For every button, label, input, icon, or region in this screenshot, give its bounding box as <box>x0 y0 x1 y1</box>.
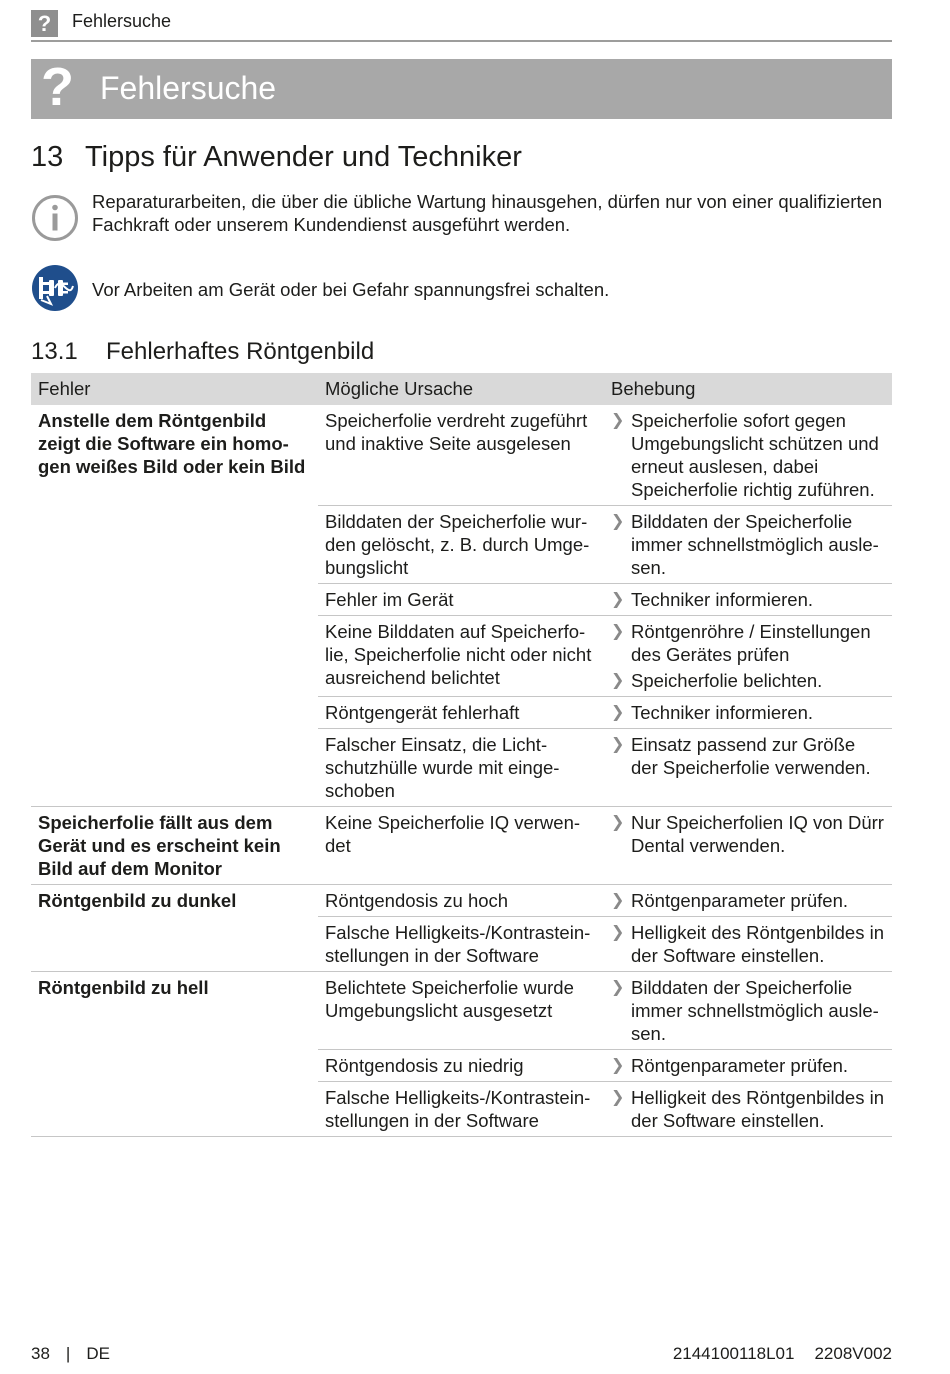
cause-cell: Falscher Einsatz, die Lichtschutzhülle wurde mit eingeschoben <box>325 734 560 801</box>
section-title: Tipps für Anwender und Techniker <box>85 141 522 173</box>
remedy-text: Helligkeit des Röntgenbildes in der Software einstellen. <box>631 922 884 966</box>
remedy-text: Röntgenröhre / Einstellungen des Gerätes prüfen <box>631 621 871 665</box>
chevron-right-icon: ❯ <box>611 591 625 608</box>
chevron-right-icon: ❯ <box>611 892 625 909</box>
document-number: 2144100118L01 <box>672 1344 795 1363</box>
chevron-right-icon: ❯ <box>611 412 625 429</box>
chevron-right-icon: ❯ <box>611 924 625 941</box>
section-heading <box>31 141 522 174</box>
remedy-cell <box>604 917 892 972</box>
remedy-cell <box>604 616 892 697</box>
remedy-text: Bilddaten der Speicherfolie immer schnellstmöglich auslesen. <box>631 511 879 578</box>
fault-cell: Röntgenbild zu dunkel <box>31 885 318 972</box>
chevron-right-icon: ❯ <box>611 1057 625 1074</box>
remedy-text: Helligkeit des Röntgenbildes in der Software einstellen. <box>631 1087 884 1131</box>
remedy-item <box>611 976 884 1045</box>
info-note: Reparaturarbeiten, die über die übliche Wartung hinausgehen, dürfen nur von einer qualifizierten Fachkraft oder unserem Kundendienst ausgeführt werden. <box>92 191 883 235</box>
remedy-cell <box>604 1050 892 1082</box>
remedy-cell <box>604 807 892 885</box>
chevron-right-icon: ❯ <box>611 736 625 753</box>
chevron-right-icon: ❯ <box>611 979 625 996</box>
chevron-right-icon: ❯ <box>611 623 625 640</box>
section-number: 13 <box>31 141 64 173</box>
cause-cell: Röntgendosis zu niedrig <box>318 1050 604 1082</box>
remedy-text: Röntgenparameter prüfen. <box>631 890 848 911</box>
footer-separator: | <box>65 1344 71 1363</box>
remedy-text: Röntgenparameter prüfen. <box>631 1055 848 1076</box>
remedy-item <box>611 588 884 611</box>
info-icon <box>31 194 79 242</box>
table-row <box>31 807 892 885</box>
remedy-cell <box>604 972 892 1050</box>
remedy-item <box>611 921 884 967</box>
remedy-item <box>611 1054 884 1077</box>
remedy-item <box>611 620 884 666</box>
running-header-title: Fehlersuche <box>72 11 172 31</box>
remedy-item <box>611 811 884 857</box>
remedy-cell <box>604 405 892 506</box>
cause-cell: Keine Bilddaten auf Speicherfolie, Speicherfolie nicht oder nicht ausreichend belichtet <box>318 616 604 697</box>
fault-table <box>31 373 892 1137</box>
remedy-text: Einsatz passend zur Größe der Speicherfolie verwenden. <box>631 734 871 778</box>
remedy-item <box>611 701 884 724</box>
table-header-row <box>31 373 892 405</box>
remedy-text: Speicherfolie sofort gegen Umgebungslicht schützen und erneut auslesen, dabei Speicherfolie richtig zuführen. <box>631 410 879 500</box>
cause-cell: Röntgendosis zu hoch <box>318 885 604 917</box>
subsection-title: Fehlerhaftes Röntgenbild <box>106 338 375 365</box>
table-row <box>31 405 892 506</box>
remedy-item <box>611 409 884 501</box>
fault-cell: Röntgenbild zu hell <box>31 972 318 1137</box>
remedy-cell <box>604 584 892 616</box>
remedy-item <box>611 733 884 779</box>
cause-cell: Fehler im Gerät <box>318 584 604 616</box>
column-header-remedy: Behebung <box>604 373 892 405</box>
running-header <box>31 8 892 42</box>
fault-cell: Speicherfolie fällt aus dem Gerät und es erscheint kein Bild auf dem Monitor <box>31 807 318 885</box>
cause-cell: Speicherfolie verdreht zugeführt und inaktive Seite ausgelesen <box>318 405 604 506</box>
cause-cell: Röntgengerät fehlerhaft <box>318 697 604 729</box>
question-mark-icon: ? <box>41 57 74 117</box>
page-number: 38 <box>31 1344 50 1363</box>
cause-cell: Falsche Helligkeits-/Kontrasteinstellungen in der Software <box>325 922 591 966</box>
subsection-heading <box>31 338 374 366</box>
footer-right <box>673 1344 892 1364</box>
column-header-cause: Mögliche Ursache <box>318 373 604 405</box>
remedy-cell <box>604 885 892 917</box>
power-note: Vor Arbeiten am Gerät oder bei Gefahr spannungsfrei schalten. <box>92 279 610 300</box>
remedy-text: Techniker informieren. <box>631 589 813 610</box>
remedy-text: Speicherfolie belichten. <box>631 670 823 691</box>
remedy-cell <box>604 697 892 729</box>
subsection-number: 13.1 <box>31 338 78 365</box>
chapter-title: Fehlersuche <box>100 70 277 106</box>
remedy-text: Techniker informieren. <box>631 702 813 723</box>
remedy-cell <box>604 506 892 584</box>
chapter-banner <box>31 59 892 119</box>
remedy-item <box>611 889 884 912</box>
remedy-cell <box>604 1082 892 1137</box>
fault-cell: Anstelle dem Röntgenbild zeigt die Software ein homogen weißes Bild oder kein Bild <box>38 410 306 477</box>
chevron-right-icon: ❯ <box>611 814 625 831</box>
remedy-text: Nur Speicherfolien IQ von Dürr Dental verwenden. <box>631 812 884 856</box>
chevron-right-icon: ❯ <box>611 704 625 721</box>
disconnect-power-icon <box>31 264 79 312</box>
remedy-item <box>611 1086 884 1132</box>
chevron-right-icon: ❯ <box>611 672 625 689</box>
cause-cell: Falsche Helligkeits-/Kontrasteinstellungen in der Software <box>318 1082 604 1137</box>
footer-left <box>31 1344 110 1364</box>
cause-cell: Belichtete Speicherfolie wurde Umgebungslicht ausgesetzt <box>318 972 604 1050</box>
question-icon: ? <box>31 10 58 37</box>
remedy-item <box>611 510 884 579</box>
cause-cell: Bilddaten der Speicherfolie wurden gelöscht, z. B. durch Umgebungslicht <box>318 506 604 584</box>
table-row <box>31 972 892 1050</box>
language-code: DE <box>86 1344 110 1363</box>
remedy-text: Bilddaten der Speicherfolie immer schnellstmöglich auslesen. <box>631 977 879 1044</box>
table-row <box>31 885 892 917</box>
version-number: 2208V002 <box>814 1344 892 1363</box>
chevron-right-icon: ❯ <box>611 513 625 530</box>
chevron-right-icon: ❯ <box>611 1089 625 1106</box>
remedy-item <box>611 669 884 692</box>
cause-cell: Keine Speicherfolie IQ verwendet <box>318 807 604 885</box>
column-header-fault: Fehler <box>31 373 318 405</box>
remedy-cell <box>604 729 892 807</box>
